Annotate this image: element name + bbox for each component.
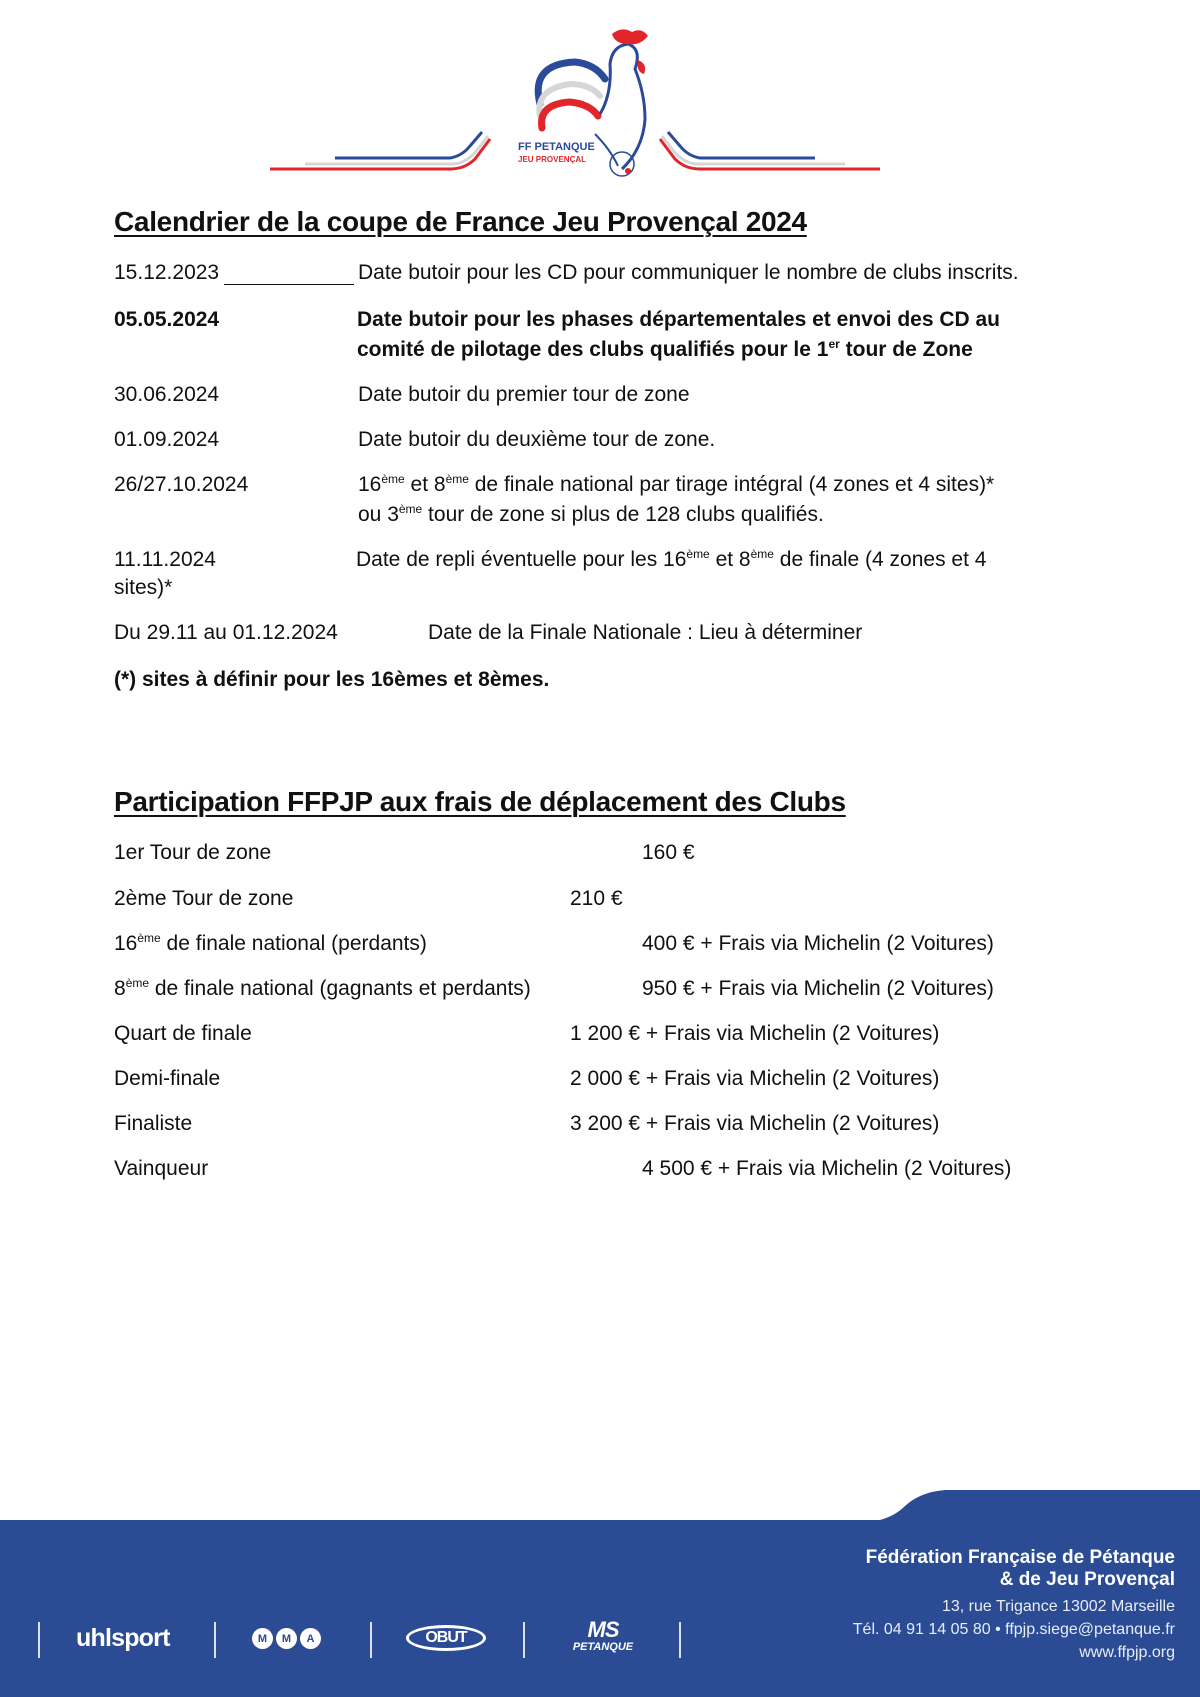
participation-label: 1er Tour de zone: [114, 841, 272, 864]
uhlsport-logo: uhlsport: [76, 1624, 170, 1652]
footer-separator: [38, 1622, 40, 1658]
calendar-date: 01.09.2024: [114, 428, 220, 451]
text: 16: [358, 473, 382, 496]
org-address: 13, rue Trigance 13002 Marseille: [941, 1598, 1175, 1615]
calendar-desc-line1: [358, 470, 994, 500]
calendar-date: 11.11.2024: [114, 548, 216, 571]
org-contact[interactable]: Tél. 04 91 14 05 80 • ffpjp.siege@petanque.fr: [852, 1621, 1175, 1638]
calendar-desc-line1: Date butoir pour les phases départementales et envoi des CD au: [357, 308, 1001, 331]
mma-letter: M: [252, 1628, 273, 1649]
superscript: ème: [137, 931, 161, 945]
text: Date de repli éventuelle pour les 16: [356, 548, 687, 571]
footer-band: [0, 1490, 1200, 1697]
participation-label: Finaliste: [114, 1112, 193, 1135]
underline-gap: [224, 258, 354, 285]
text: ou 3: [358, 503, 399, 526]
text: de finale national (perdants): [160, 932, 427, 955]
calendar-row: [114, 305, 1094, 365]
text: tour de zone si plus de 128 clubs qualifiés.: [422, 503, 824, 526]
calendar-date: 05.05.2024: [114, 308, 220, 331]
superscript: ème: [750, 547, 774, 561]
participation-value: 2 000 € + Frais via Michelin (2 Voitures): [570, 1067, 940, 1090]
superscript: ème: [686, 547, 710, 561]
participation-value: 400 € + Frais via Michelin (2 Voitures): [642, 932, 994, 955]
footer-separator: [523, 1622, 525, 1658]
calendar-desc: Date de la Finale Nationale : Lieu à déterminer: [428, 621, 863, 644]
calendar-desc-line2: [357, 335, 973, 365]
rooster-logo-icon: [250, 24, 900, 184]
text: de finale national (gagnants et perdants): [149, 977, 531, 1000]
text: et 8: [404, 473, 446, 496]
mma-logo: [252, 1628, 321, 1649]
ms-logo-sub: PETANQUE: [572, 1641, 634, 1653]
footer-separator: [370, 1622, 372, 1658]
ffpjp-logo: [250, 24, 900, 184]
participation-value: 210 €: [570, 887, 623, 910]
logo-text-line1: FF PETANQUE: [518, 141, 595, 153]
text: comité de pilotage des clubs qualifiés pour le 1: [357, 338, 829, 361]
mma-letter: M: [276, 1628, 297, 1649]
participation-value: 4 500 € + Frais via Michelin (2 Voitures): [642, 1157, 1012, 1180]
org-name: [866, 1547, 1175, 1591]
ms-logo-mark: MS: [587, 1617, 619, 1642]
calendar-desc-wrap: sites)*: [114, 576, 173, 599]
calendar-date: Du 29.11 au 01.12.2024: [114, 621, 338, 644]
footer-separator: [214, 1622, 216, 1658]
participation-title: Participation FFPJP aux frais de déplacement des Clubs: [114, 786, 846, 817]
participation-label: [114, 929, 427, 959]
calendar-desc-line1: [356, 545, 986, 575]
org-website-link[interactable]: www.ffpjp.org: [1079, 1644, 1175, 1661]
calendar-desc: Date butoir du deuxième tour de zone.: [358, 428, 716, 451]
superscript: ème: [125, 976, 150, 990]
footer-wave-shape: [0, 1490, 1200, 1697]
superscript: ème: [445, 472, 469, 486]
text: de finale (4 zones et 4: [773, 548, 987, 571]
text: 16: [114, 932, 138, 955]
participation-value: 3 200 € + Frais via Michelin (2 Voitures): [570, 1112, 940, 1135]
calendar-date: 15.12.2023: [114, 261, 220, 284]
participation-label: 2ème Tour de zone: [114, 887, 294, 910]
calendar-date: 26/27.10.2024: [114, 473, 249, 496]
org-name-line2: & de Jeu Provençal: [999, 1569, 1175, 1590]
ms-petanque-logo: [563, 1617, 643, 1654]
superscript: ème: [381, 472, 405, 486]
calendar-desc-line2: [358, 500, 824, 530]
org-name-line1: Fédération Française de Pétanque: [865, 1547, 1175, 1568]
participation-label: Quart de finale: [114, 1022, 252, 1045]
text: et 8: [709, 548, 751, 571]
participation-label: [114, 974, 531, 1004]
calendar-title: Calendrier de la coupe de France Jeu Provençal 2024: [114, 206, 807, 237]
footer-separator: [679, 1622, 681, 1658]
participation-label: Demi-finale: [114, 1067, 221, 1090]
participation-value: 160 €: [642, 841, 695, 864]
text: de finale national par tirage intégral (4 zones et 4 sites)*: [468, 473, 995, 496]
calendar-date: 30.06.2024: [114, 383, 220, 406]
calendar-note: (*) sites à définir pour les 16èmes et 8èmes.: [114, 668, 550, 691]
superscript: ème: [398, 502, 423, 516]
logo-text-line2: JEU PROVENÇAL: [518, 155, 587, 164]
calendar-desc: Date butoir du premier tour de zone: [358, 383, 690, 406]
participation-value: 1 200 € + Frais via Michelin (2 Voitures): [570, 1022, 940, 1045]
text: tour de Zone: [839, 338, 973, 361]
participation-value: 950 € + Frais via Michelin (2 Voitures): [642, 977, 994, 1000]
calendar-desc: Date butoir pour les CD pour communiquer le nombre de clubs inscrits.: [358, 261, 1019, 284]
mma-letter: A: [300, 1628, 321, 1649]
participation-label: Vainqueur: [114, 1157, 209, 1180]
obut-logo: OBUT: [406, 1625, 486, 1651]
text: 8: [114, 977, 126, 1000]
superscript: er: [828, 337, 840, 351]
